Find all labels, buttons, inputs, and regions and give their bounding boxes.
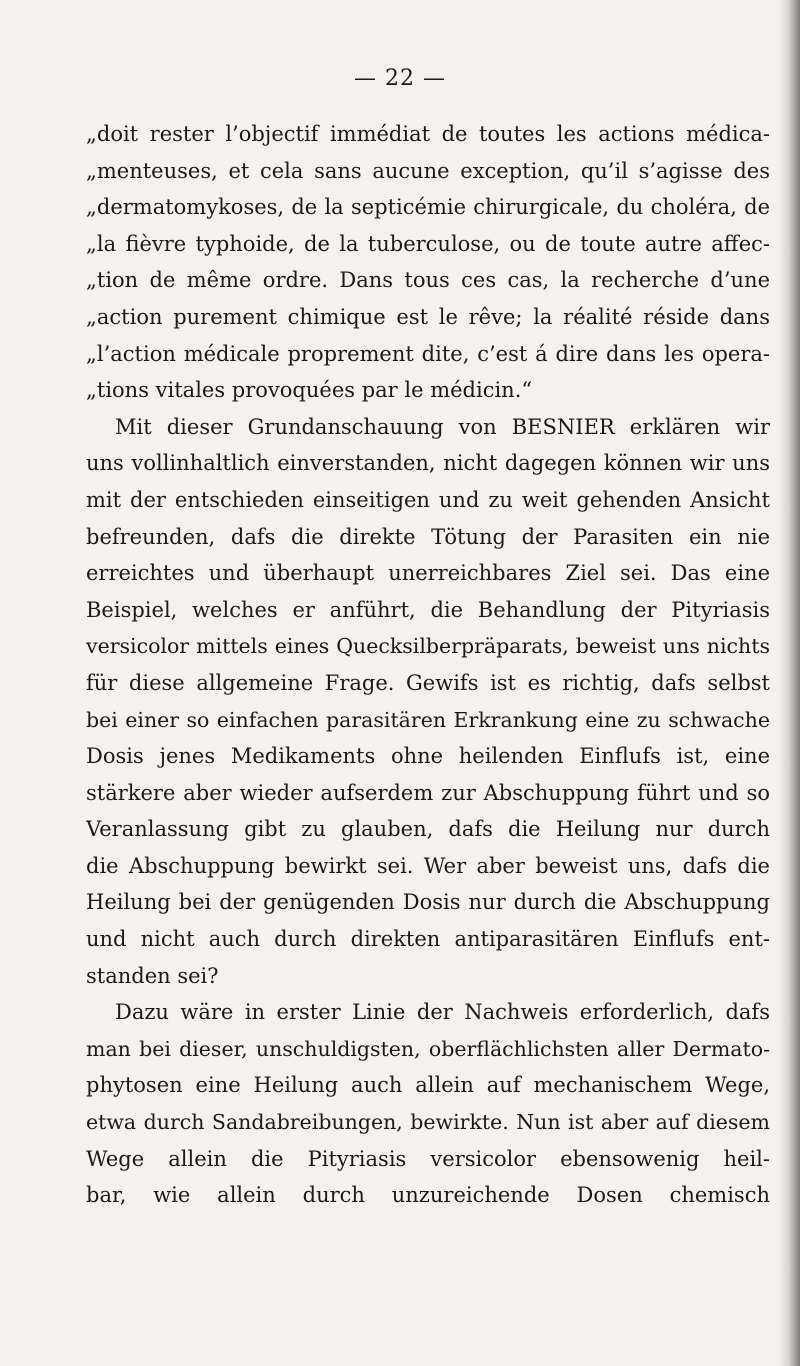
text-line: Beispiel, welches er anführt, die Behandlung der Pityriasis [86, 597, 770, 622]
text-line: „doit rester l’objectif immédiat de toutes les actions médica- [86, 122, 770, 146]
text-line: die Abschuppung bewirkt sei. Wer aber beweist uns, dafs die [86, 853, 770, 878]
text-line: „dermatomykoses, de la septicémie chirurgicale, du choléra, de [86, 195, 770, 220]
text-line: Heilung bei der genügenden Dosis nur durch die Abschuppung [86, 890, 770, 915]
text-line: uns vollinhaltlich einverstanden, nicht dagegen können wir uns [86, 451, 770, 476]
text-line: etwa durch Sandabreibungen, bewirkte. Nun ist aber auf diesem [86, 1110, 770, 1135]
text-line: „menteuses, et cela sans aucune exception, qu’il s’agisse des [86, 158, 770, 183]
text-line: und nicht auch durch direkten antiparasitären Einflufs ent- [86, 927, 770, 952]
text-line: Wege allein die Pityriasis versicolor ebensowenig heil- [86, 1146, 770, 1171]
text-line: Veranlassung gibt zu glauben, dafs die Heilung nur durch [86, 817, 770, 842]
text-line: Dosis jenes Medikaments ohne heilenden Einflufs ist, eine [86, 744, 770, 769]
text-line: „action purement chimique est le rêve; la réalité réside dans [86, 304, 770, 329]
text-line: standen sei? [86, 963, 219, 988]
body-text [86, 116, 770, 1214]
text-line: bei einer so einfachen parasitären Erkrankung eine zu schwache [86, 707, 770, 732]
page-number: — 22 — [354, 66, 446, 91]
paragraph-start-line: Mit dieser Grundanschauung von BESNIER erklären wir [115, 414, 770, 439]
text-line: „la fièvre typhoide, de la tuberculose, ou de toute autre affec- [86, 231, 770, 256]
text-line: „tion de même ordre. Dans tous ces cas, la recherche d’une [86, 268, 770, 293]
text-line: versicolor mittels eines Quecksilberpräparats, beweist uns nichts [86, 634, 770, 659]
paragraph-start-line: Dazu wäre in erster Linie der Nachweis erforderlich, dafs [115, 1000, 770, 1025]
text-line: „l’action médicale proprement dite, c’est á dire dans les opera- [86, 341, 770, 366]
text-line: mit der entschieden einseitigen und zu weit gehenden Ansicht [86, 487, 770, 512]
text-line: für diese allgemeine Frage. Gewifs ist es richtig, dafs selbst [86, 670, 770, 695]
text-line: befreunden, dafs die direkte Tötung der Parasiten ein nie [86, 524, 770, 549]
text-line: bar, wie allein durch unzureichende Dosen chemisch [86, 1183, 770, 1208]
text-line: erreichtes und überhaupt unerreichbares Ziel sei. Das eine [86, 561, 770, 586]
text-line: „tions vitales provoquées par le médicin.“ [86, 378, 533, 403]
text-line: phytosen eine Heilung auch allein auf mechanischem Wege, [86, 1073, 770, 1098]
text-line: man bei dieser, unschuldigsten, oberflächlichsten aller Dermato- [86, 1036, 770, 1061]
page-edge-shadow [778, 0, 800, 1366]
text-line: stärkere aber wieder aufserdem zur Abschuppung führt und so [86, 780, 770, 805]
